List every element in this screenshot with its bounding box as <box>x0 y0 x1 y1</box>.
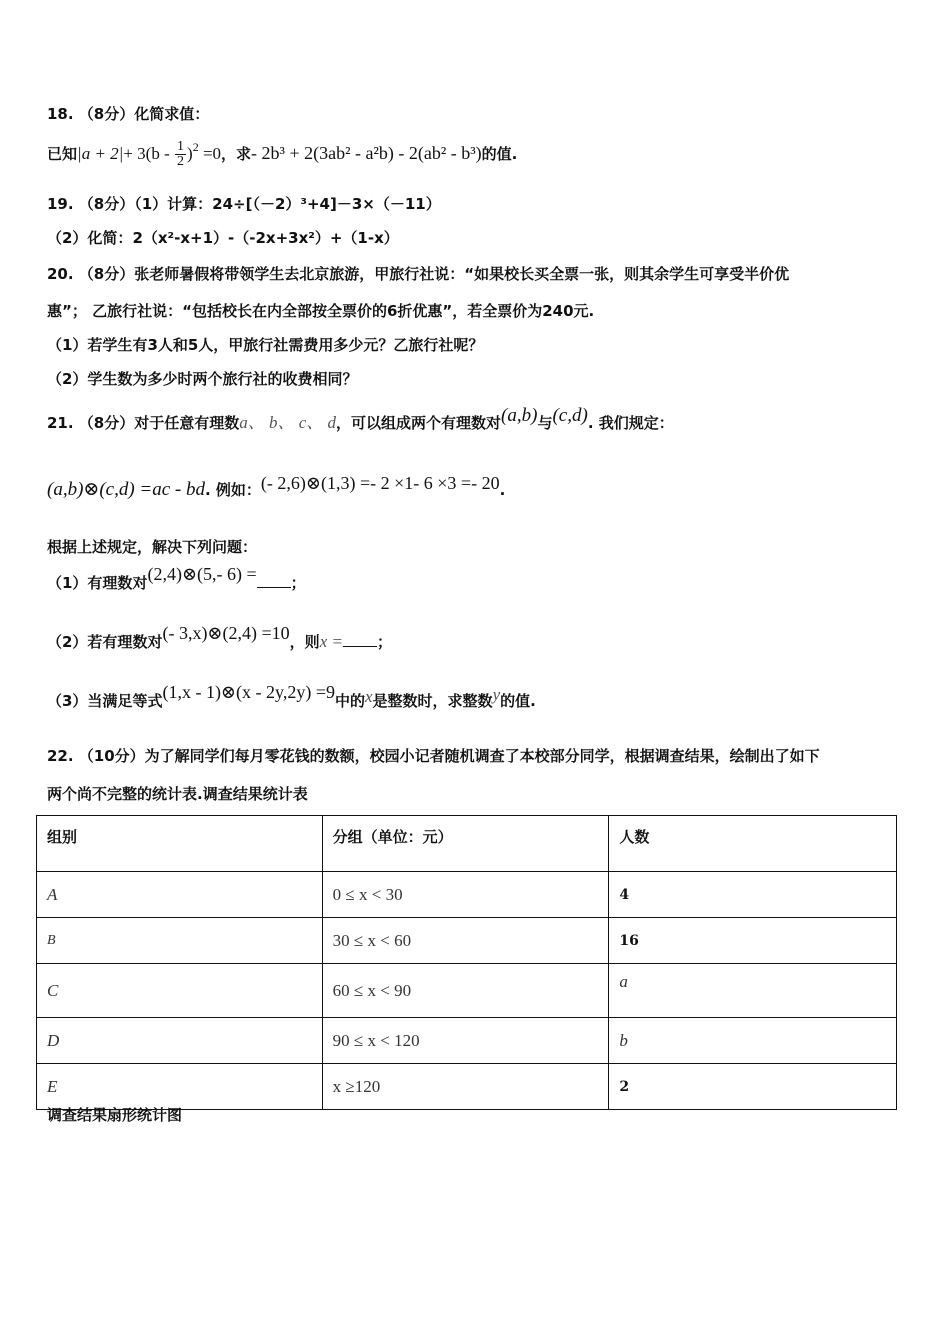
q21-example: (- 2,6)⊗(1,3) =- 2 ×1- 6 ×3 =- 20 <box>260 473 500 493</box>
count-cell: 16 <box>609 918 897 964</box>
q18-lead: 已知 <box>47 145 78 163</box>
q20-part2: （2）学生数为多少时两个旅行社的收费相同？ <box>47 370 358 388</box>
q21-p3-x: x <box>365 687 373 706</box>
table-row <box>37 872 897 918</box>
q21-instruction: 根据上述规定，解决下列问题： <box>47 538 258 556</box>
group-cell: D <box>37 1018 323 1064</box>
range-cell: 0 ≤ x < 30 <box>322 872 609 918</box>
q21-vars: a、 b、 c、 d <box>239 413 337 432</box>
q22-line2: 两个尚不完整的统计表.调查结果统计表 <box>47 785 308 803</box>
table-header-row <box>37 816 897 872</box>
pie-chart-caption: 调查结果扇形统计图 <box>47 1106 183 1124</box>
q21-p3-y: y <box>492 685 501 704</box>
q21-pair1: (a,b) <box>501 405 538 426</box>
count-cell: a <box>609 964 897 1018</box>
q21-head: 21. （8分）对于任意有理数 <box>47 414 240 432</box>
q21-p2-expr: (- 3,x)⊗(2,4) =10 <box>162 623 290 643</box>
q21-pair2: (c,d) <box>552 405 588 426</box>
q21-mid: ，可以组成两个有理数对 <box>336 414 502 432</box>
q21-definition <box>47 473 506 501</box>
q18-cond-d: =0 <box>198 144 222 163</box>
q18-cond-abs: |a + 2| <box>77 144 124 163</box>
q18-frac-den: 2 <box>177 154 185 169</box>
range-cell: x ≥120 <box>322 1064 609 1110</box>
table-header-cell: 分组（单位：元） <box>322 816 609 872</box>
q21-def: (a,b)⊗(c,d) =ac - bd <box>47 479 205 500</box>
q21-p1-expr: (2,4)⊗(5,- 6) = <box>147 564 257 584</box>
group-cell: E <box>37 1064 323 1110</box>
q21-p1-label: （1）有理数对 <box>47 574 148 592</box>
q19-part2: （2）化简：2（x²-x+1）-（-2x+3x²）+（1-x） <box>47 229 399 247</box>
q21-p3-mid2: 是整数时，求整数 <box>372 692 493 710</box>
q18-tail: 的值. <box>481 145 518 163</box>
q18-cond-exp: 2 <box>192 140 199 154</box>
q21-part3 <box>47 682 536 711</box>
q21-and: 与 <box>537 414 553 432</box>
table-row <box>37 1064 897 1110</box>
group-cell: C <box>37 964 323 1018</box>
survey-results-table <box>36 815 897 1110</box>
range-cell: 60 ≤ x < 90 <box>322 964 609 1018</box>
q21-p1-blank <box>257 577 291 588</box>
q21-p2-label: （2）若有理数对 <box>47 633 163 651</box>
table-row <box>37 1018 897 1064</box>
q18-expression: - 2b³ + 2(3ab² - a²b) - 2(ab² - b³) <box>251 143 482 163</box>
q21-p3-mid: 中的 <box>334 692 365 710</box>
q20-part1: （1）若学生有3人和5人，甲旅行社需费用多少元？乙旅行社呢？ <box>47 336 484 354</box>
q22-line1: 22. （10分）为了解同学们每月零花钱的数额，校园小记者随机调查了本校部分同学，根据调查结果，绘制出了如下 <box>47 747 820 765</box>
q21-part1 <box>47 564 306 593</box>
q21-p3-expr: (1,x - 1)⊗(x - 2y,2y) =9 <box>162 682 335 702</box>
table-header-cell: 组别 <box>37 816 323 872</box>
count-cell: b <box>609 1018 897 1064</box>
table-row <box>37 964 897 1018</box>
q18-cond-c: ) <box>187 144 193 163</box>
q21-p2-mid: ，则 <box>289 633 320 651</box>
q21-part2 <box>47 623 392 652</box>
q20-line1: 20. （8分）张老师暑假将带领学生去北京旅游，甲旅行社说：“如果校长买全票一张，则其余学生可享受半价优 <box>47 265 790 283</box>
q21-p3-end: 的值. <box>500 692 536 710</box>
q18-frac-num: 1 <box>177 139 185 154</box>
q21-intro <box>47 405 674 434</box>
q20-line2: 惠”； 乙旅行社说：“包括校长在内全部按全票价的6折优惠”，若全票价为240元. <box>47 302 595 320</box>
range-cell: 90 ≤ x < 120 <box>322 1018 609 1064</box>
q18-statement <box>47 140 517 169</box>
group-cell: A <box>37 872 323 918</box>
q21-p3-label: （3）当满足等式 <box>47 692 163 710</box>
q18-heading: 18. （8分）化简求值： <box>47 105 210 123</box>
table-header-cell: 人数 <box>609 816 897 872</box>
range-cell: 30 ≤ x < 60 <box>322 918 609 964</box>
group-cell: B <box>37 918 323 964</box>
q21-eg-end: . <box>499 481 506 499</box>
count-cell: 4 <box>609 872 897 918</box>
table-row <box>37 918 897 964</box>
q18-fraction <box>175 140 186 169</box>
q21-p2-blank <box>343 636 377 647</box>
q21-p1-end: ； <box>290 574 306 592</box>
q21-p2-x: x = <box>319 632 343 651</box>
q21-p2-end: ； <box>376 633 392 651</box>
count-cell: 2 <box>609 1064 897 1110</box>
q18-ask: ，求 <box>221 145 252 163</box>
q19-part1: 19. （8分）（1）计算：24÷[（－2）³+4]－3×（－11） <box>47 195 441 213</box>
q18-cond-b: + 3(b - <box>123 144 175 163</box>
q21-rule: . 我们规定： <box>587 414 674 432</box>
q21-eg-label: . 例如： <box>205 481 261 499</box>
